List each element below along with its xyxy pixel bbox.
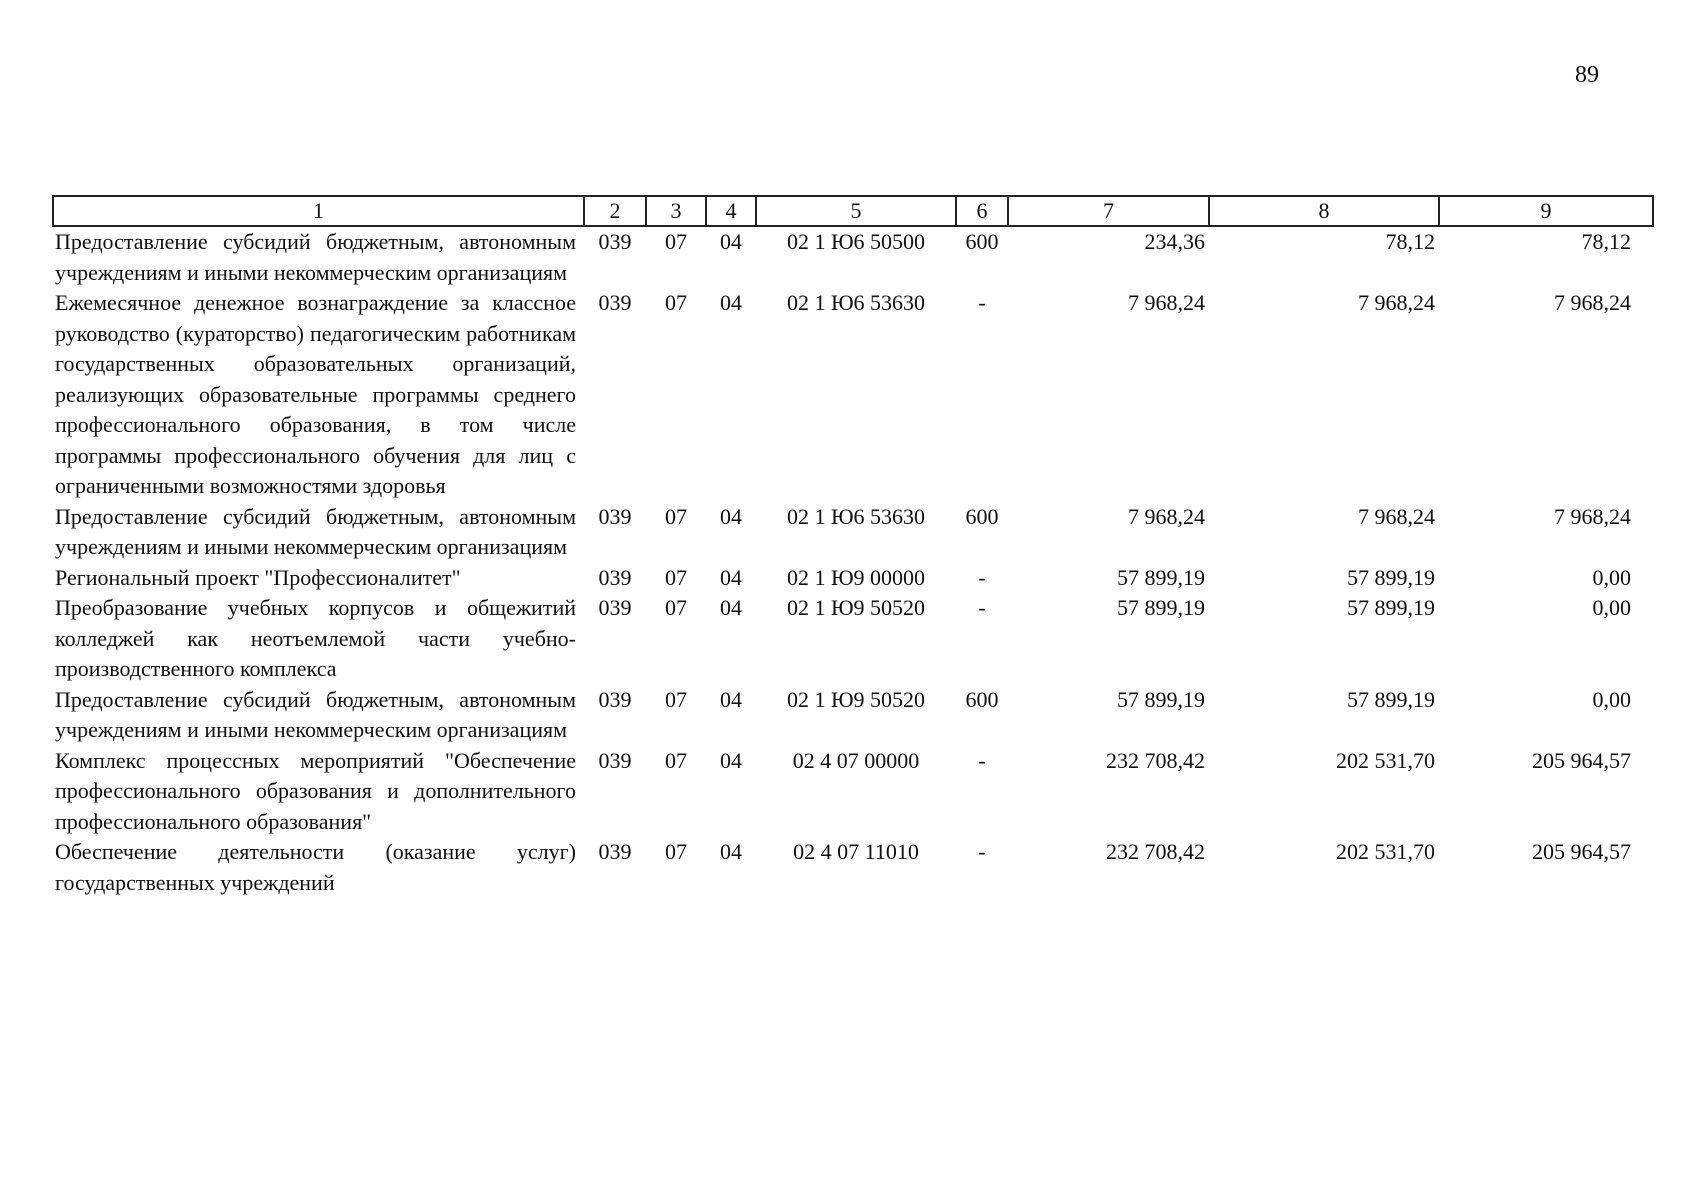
row-amount-col-7: 57 899,19 bbox=[1117, 595, 1205, 620]
row-section-code: 07 bbox=[665, 229, 687, 254]
row-expense-type: 600 bbox=[965, 229, 999, 254]
row-amount-col-9: 0,00 bbox=[1592, 595, 1631, 620]
header-col-2: 2 bbox=[584, 196, 646, 226]
table-row bbox=[53, 746, 1653, 838]
row-amount-col-8: 57 899,19 bbox=[1347, 564, 1435, 590]
row-description: Обеспечение деятельности (оказание услуг) государственных учреждений bbox=[55, 839, 576, 895]
row-expense-type: - bbox=[978, 595, 986, 620]
row-description: Предоставление субсидий бюджетным, автономным учреждениям и иными некоммерческим организациям bbox=[55, 503, 576, 559]
table-row bbox=[53, 563, 1653, 594]
table-row bbox=[53, 288, 1653, 502]
row-amount-col-8: 202 531,70 bbox=[1336, 839, 1435, 864]
row-section-code: 07 bbox=[665, 595, 687, 620]
table-row bbox=[53, 593, 1653, 685]
row-description: Преобразование учебных корпусов и общежитий колледжей как неотъемлемой части учебно-производственного комплекса bbox=[55, 595, 576, 681]
header-col-5: 5 bbox=[756, 196, 956, 226]
row-section-code: 07 bbox=[665, 686, 687, 712]
row-amount-col-8: 57 899,19 bbox=[1347, 595, 1435, 620]
row-section-code: 07 bbox=[665, 290, 687, 315]
row-amount-col-9: 78,12 bbox=[1581, 229, 1631, 254]
row-amount-col-7: 7 968,24 bbox=[1128, 503, 1205, 529]
row-expense-type: - bbox=[978, 747, 986, 773]
row-subsection-code: 04 bbox=[720, 229, 742, 254]
table-body bbox=[53, 226, 1653, 898]
row-subsection-code: 04 bbox=[720, 747, 742, 773]
row-amount-col-7: 7 968,24 bbox=[1128, 290, 1205, 315]
row-amount-col-9: 205 964,57 bbox=[1532, 747, 1631, 773]
header-col-9: 9 bbox=[1439, 196, 1653, 226]
row-target-article: 02 1 Ю9 50520 bbox=[786, 595, 926, 620]
row-description: Региональный проект "Профессионалитет" bbox=[55, 564, 461, 590]
row-target-article: 02 1 Ю6 50500 bbox=[786, 229, 926, 254]
row-expense-type: - bbox=[978, 564, 986, 590]
row-amount-col-8: 7 968,24 bbox=[1358, 503, 1435, 529]
row-expense-type: - bbox=[978, 290, 986, 315]
row-amount-col-9: 0,00 bbox=[1592, 686, 1631, 712]
row-target-article: 02 1 Ю9 00000 bbox=[786, 564, 926, 590]
table-row bbox=[53, 685, 1653, 746]
row-admin-code: 039 bbox=[598, 503, 632, 529]
row-admin-code: 039 bbox=[598, 290, 632, 315]
row-expense-type: 600 bbox=[965, 686, 999, 712]
row-admin-code: 039 bbox=[598, 747, 632, 773]
row-target-article: 02 1 Ю6 53630 bbox=[786, 503, 926, 529]
row-target-article: 02 1 Ю9 50520 bbox=[786, 686, 926, 712]
row-subsection-code: 04 bbox=[720, 686, 742, 712]
row-amount-col-7: 57 899,19 bbox=[1117, 686, 1205, 712]
row-amount-col-7: 234,36 bbox=[1144, 229, 1205, 254]
row-target-article: 02 4 07 00000 bbox=[792, 747, 920, 773]
header-col-7: 7 bbox=[1008, 196, 1209, 226]
row-expense-type: 600 bbox=[965, 503, 999, 529]
row-amount-col-9: 205 964,57 bbox=[1532, 839, 1631, 864]
header-col-8: 8 bbox=[1209, 196, 1439, 226]
page-number: 89 bbox=[1575, 62, 1599, 88]
row-amount-col-9: 7 968,24 bbox=[1554, 503, 1631, 529]
row-amount-col-7: 57 899,19 bbox=[1117, 564, 1205, 590]
row-amount-col-8: 78,12 bbox=[1385, 229, 1435, 254]
table-row bbox=[53, 226, 1653, 288]
row-admin-code: 039 bbox=[598, 564, 632, 590]
row-admin-code: 039 bbox=[598, 839, 632, 864]
budget-table bbox=[52, 195, 1654, 898]
row-amount-col-9: 0,00 bbox=[1592, 564, 1631, 590]
row-expense-type: - bbox=[978, 839, 986, 864]
row-subsection-code: 04 bbox=[720, 564, 742, 590]
table-row bbox=[53, 502, 1653, 563]
row-section-code: 07 bbox=[665, 503, 687, 529]
row-target-article: 02 1 Ю6 53630 bbox=[786, 290, 926, 315]
row-admin-code: 039 bbox=[598, 229, 632, 254]
row-section-code: 07 bbox=[665, 747, 687, 773]
row-amount-col-8: 57 899,19 bbox=[1347, 686, 1435, 712]
row-description: Комплекс процессных мероприятий "Обеспечение профессионального образования и дополнительного профессионального образования" bbox=[55, 747, 576, 834]
header-col-3: 3 bbox=[646, 196, 706, 226]
table-header bbox=[53, 196, 1653, 226]
row-description: Ежемесячное денежное вознаграждение за классное руководство (кураторство) педагогическим работникам государственных образовательных организаций, реализующих образовательные программы среднего профессионального образования, в том числе программы профессионального обучения для лиц с ограниченными возможностями здоровья bbox=[55, 290, 576, 498]
table-row bbox=[53, 837, 1653, 898]
row-amount-col-7: 232 708,42 bbox=[1106, 747, 1205, 773]
row-section-code: 07 bbox=[665, 564, 687, 590]
row-amount-col-9: 7 968,24 bbox=[1554, 290, 1631, 315]
row-subsection-code: 04 bbox=[720, 595, 742, 620]
row-amount-col-8: 202 531,70 bbox=[1336, 747, 1435, 773]
row-amount-col-8: 7 968,24 bbox=[1358, 290, 1435, 315]
row-subsection-code: 04 bbox=[720, 839, 742, 864]
row-description: Предоставление субсидий бюджетным, автономным учреждениям и иными некоммерческим организациям bbox=[55, 229, 576, 285]
header-col-1: 1 bbox=[53, 196, 584, 226]
row-admin-code: 039 bbox=[598, 686, 632, 712]
row-description: Предоставление субсидий бюджетным, автономным учреждениям и иными некоммерческим организациям bbox=[55, 686, 576, 742]
header-col-6: 6 bbox=[956, 196, 1008, 226]
row-subsection-code: 04 bbox=[720, 503, 742, 529]
row-section-code: 07 bbox=[665, 839, 687, 864]
row-subsection-code: 04 bbox=[720, 290, 742, 315]
row-amount-col-7: 232 708,42 bbox=[1106, 839, 1205, 864]
row-target-article: 02 4 07 11010 bbox=[793, 839, 919, 864]
header-col-4: 4 bbox=[706, 196, 756, 226]
row-admin-code: 039 bbox=[598, 595, 632, 620]
